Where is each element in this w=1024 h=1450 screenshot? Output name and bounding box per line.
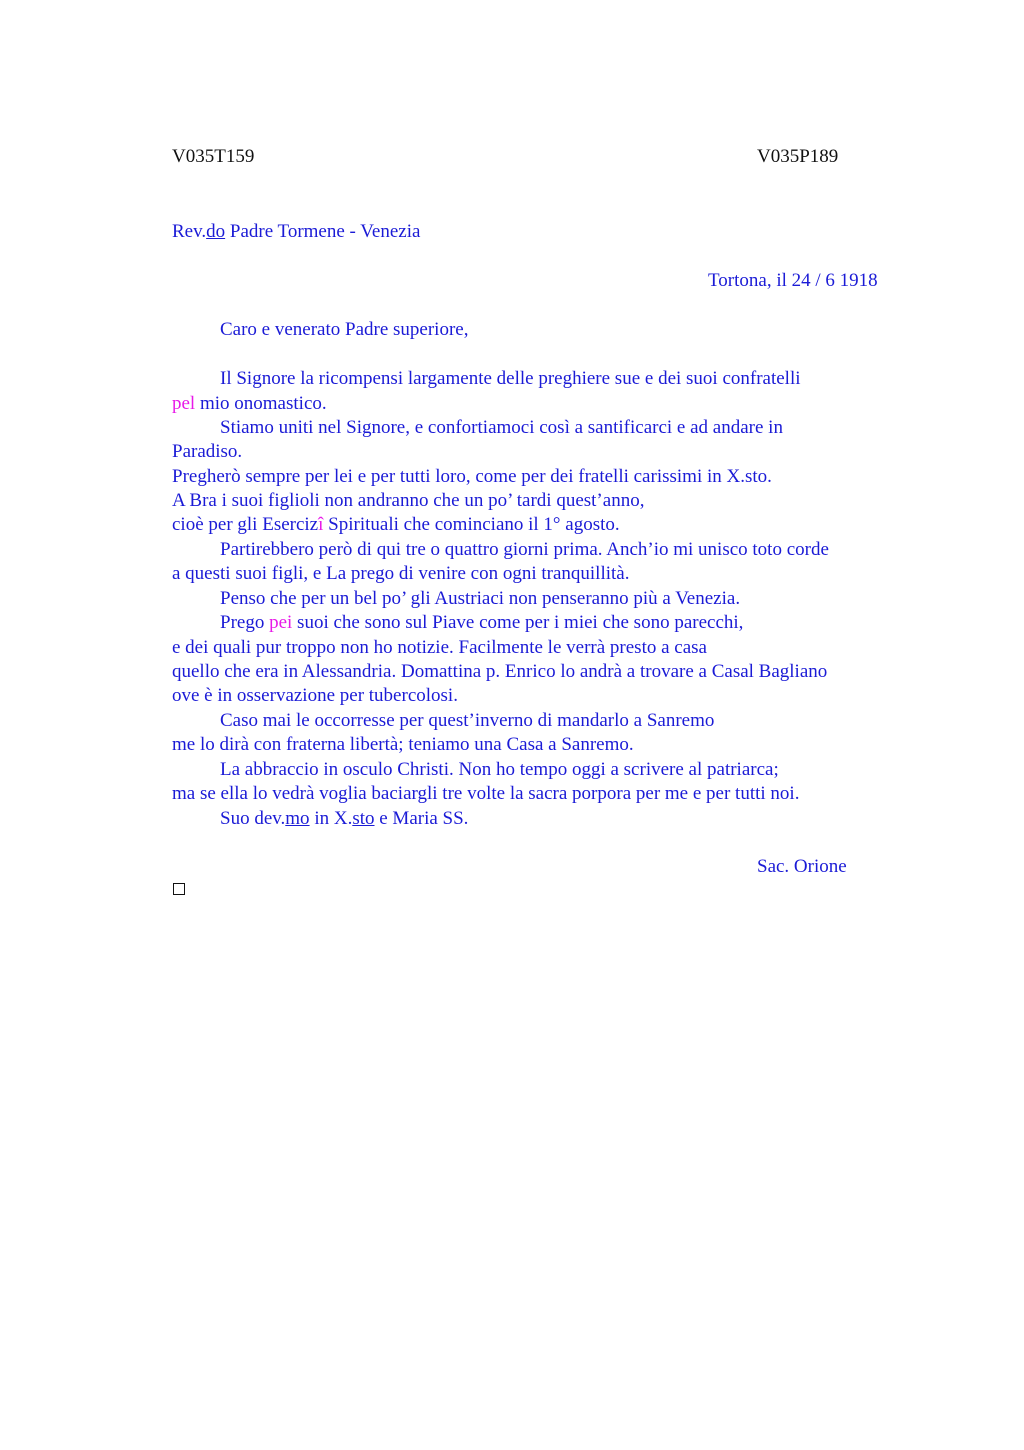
line-text: Spirituali che cominciano il 1° agosto. bbox=[323, 514, 620, 535]
letter-line: me lo dirà con fraterna libertà; teniamo una Casa a Sanremo. bbox=[172, 734, 634, 755]
document-code-left: V035T159 bbox=[172, 146, 255, 167]
letter-line bbox=[220, 612, 743, 634]
letter-line: Caso mai le occorresse per quest’inverno di mandarlo a Sanremo bbox=[220, 710, 715, 731]
line-text: Suo dev. bbox=[220, 808, 286, 829]
letter-line: quello che era in Alessandria. Domattina p. Enrico lo andrà a trovare a Casal Bagliano bbox=[172, 661, 828, 682]
line-text: e Maria SS. bbox=[374, 808, 469, 829]
letter-line: Paradiso. bbox=[172, 441, 243, 462]
recipient-line bbox=[172, 221, 420, 243]
salutation: Caro e venerato Padre superiore, bbox=[220, 319, 469, 340]
letter-line: Pregherò sempre per lei e per tutti loro, come per dei fratelli carissimi in X.sto. bbox=[172, 466, 772, 487]
date-line: Tortona, il 24 / 6 1918 bbox=[708, 270, 878, 291]
recipient-abbr: do bbox=[206, 221, 226, 242]
abbreviation: sto bbox=[352, 808, 375, 829]
line-text: in X. bbox=[309, 808, 353, 829]
closing-line bbox=[220, 808, 468, 830]
recipient-prefix: Rev. bbox=[172, 221, 207, 242]
line-text: cioè per gli Eserciz bbox=[172, 514, 319, 535]
letter-line: e dei quali pur troppo non ho notizie. Facilmente le verrà presto a casa bbox=[172, 637, 707, 658]
letter-line: A Bra i suoi figlioli non andranno che un po’ tardi quest’anno, bbox=[172, 490, 645, 511]
letter-line: ove è in osservazione per tubercolosi. bbox=[172, 685, 458, 706]
line-text: mio onomastico. bbox=[195, 393, 327, 414]
square-box-icon bbox=[173, 883, 185, 895]
document-code-right: V035P189 bbox=[757, 146, 839, 167]
letter-line: Il Signore la ricompensi largamente delle preghiere sue e dei suoi confratelli bbox=[220, 368, 801, 389]
letter-line: a questi suoi figli, e La prego di venire con ogni tranquillità. bbox=[172, 563, 630, 584]
signature: Sac. Orione bbox=[757, 856, 847, 877]
highlighted-char: î bbox=[318, 514, 324, 535]
line-text: suoi che sono sul Piave come per i miei che sono parecchi, bbox=[292, 612, 744, 633]
letter-line bbox=[172, 514, 620, 536]
line-text: Prego bbox=[220, 612, 270, 633]
letter-line: Penso che per un bel po’ gli Austriaci non penseranno più a Venezia. bbox=[220, 588, 741, 609]
letter-line: La abbraccio in osculo Christi. Non ho tempo oggi a scrivere al patriarca; bbox=[220, 759, 779, 780]
highlighted-word: pel bbox=[172, 393, 196, 414]
abbreviation: mo bbox=[285, 808, 310, 829]
recipient-name: Padre Tormene - Venezia bbox=[225, 221, 421, 242]
highlighted-word: pei bbox=[269, 612, 293, 633]
letter-line: Stiamo uniti nel Signore, e confortiamoci così a santificarci e ad andare in bbox=[220, 417, 783, 438]
letter-line: ma se ella lo vedrà voglia baciargli tre volte la sacra porpora per me e per tutti noi. bbox=[172, 783, 800, 804]
letter-line bbox=[172, 393, 327, 415]
letter-line: Partirebbero però di qui tre o quattro giorni prima. Anch’io mi unisco toto corde bbox=[220, 539, 829, 560]
